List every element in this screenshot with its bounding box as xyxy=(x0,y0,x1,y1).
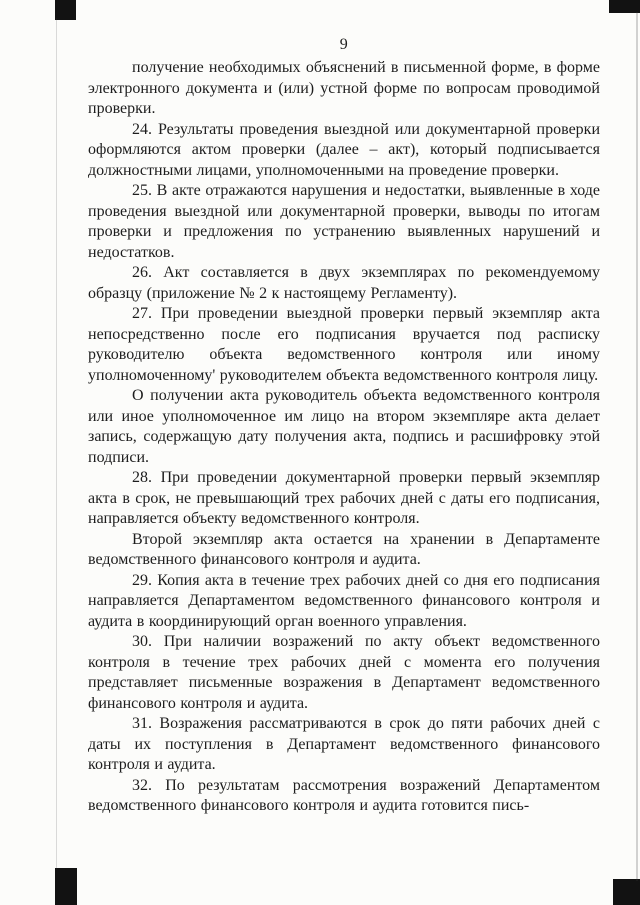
page-number: 9 xyxy=(339,36,349,53)
paragraph: 27. При проведении выездной проверки первый экземпляр акта непосредственно после его подписания вручается под расписку руководителю объекта ведомственного контроля или иному уполномоченному' руководителем объекта ведомственного контроля лицу. xyxy=(88,305,600,384)
paragraph: 29. Копия акта в течение трех рабочих дней со дня его подписания направляется Департаментом ведомственного финансового контроля и аудита в координирующий орган военного управления. xyxy=(88,571,600,630)
paragraph: 30. При наличии возражений по акту объект ведомственного контроля в течение трех рабочих дней с момента его получения представляет письменные возражения в Департамент ведомственного финансового контроля и аудита. xyxy=(88,633,600,712)
paragraph: 26. Акт составляется в двух экземплярах по рекомендуемому образцу (приложение № 2 к настоящему Регламенту). xyxy=(88,264,600,302)
paragraph: 32. По результатам рассмотрения возражений Департаментом ведомственного финансового контроля и аудита готовится пись- xyxy=(88,776,600,814)
scan-artifact-bottom-left xyxy=(55,868,77,905)
paragraph: 25. В акте отражаются нарушения и недостатки, выявленные в ходе проведения выездной или документарной проверки, выводы по итогам проверки и предложения по устранению выявленных нарушений и недостатков. xyxy=(88,182,600,261)
scan-edge-line-left xyxy=(56,18,57,870)
document-text-block xyxy=(88,58,600,817)
paragraph: 31. Возражения рассматриваются в срок до пяти рабочих дней с даты их поступления в Департамент ведомственного финансового контроля и аудита. xyxy=(88,715,600,773)
paragraph: О получении акта руководитель объекта ведомственного контроля или иное уполномоченное им лицо на втором экземпляре акта делает запись, содержащую дату получения акта, подпись и расшифровку этой подписи. xyxy=(88,387,600,466)
paragraph: 24. Результаты проведения выездной или документарной проверки оформляются актом проверки (далее – акт), который подписывается должностными лицами, уполномоченными на проведение проверки. xyxy=(88,120,600,179)
paragraph: получение необходимых объяснений в письменной форме, в форме электронного документа и (или) устной форме по вопросам проводимой проверки. xyxy=(88,59,600,117)
paragraph: 28. При проведении документарной проверки первый экземпляр акта в срок, не превышающий трех рабочих дней с даты его подписания, направляется объекту ведомственного контроля. xyxy=(88,469,600,527)
scan-artifact-bottom-right xyxy=(613,879,640,905)
paragraph: Второй экземпляр акта остается на хранении в Департаменте ведомственного финансового контроля и аудита. xyxy=(88,530,600,568)
scan-artifact-top-left xyxy=(55,0,76,20)
scan-edge-line-right xyxy=(636,12,638,881)
